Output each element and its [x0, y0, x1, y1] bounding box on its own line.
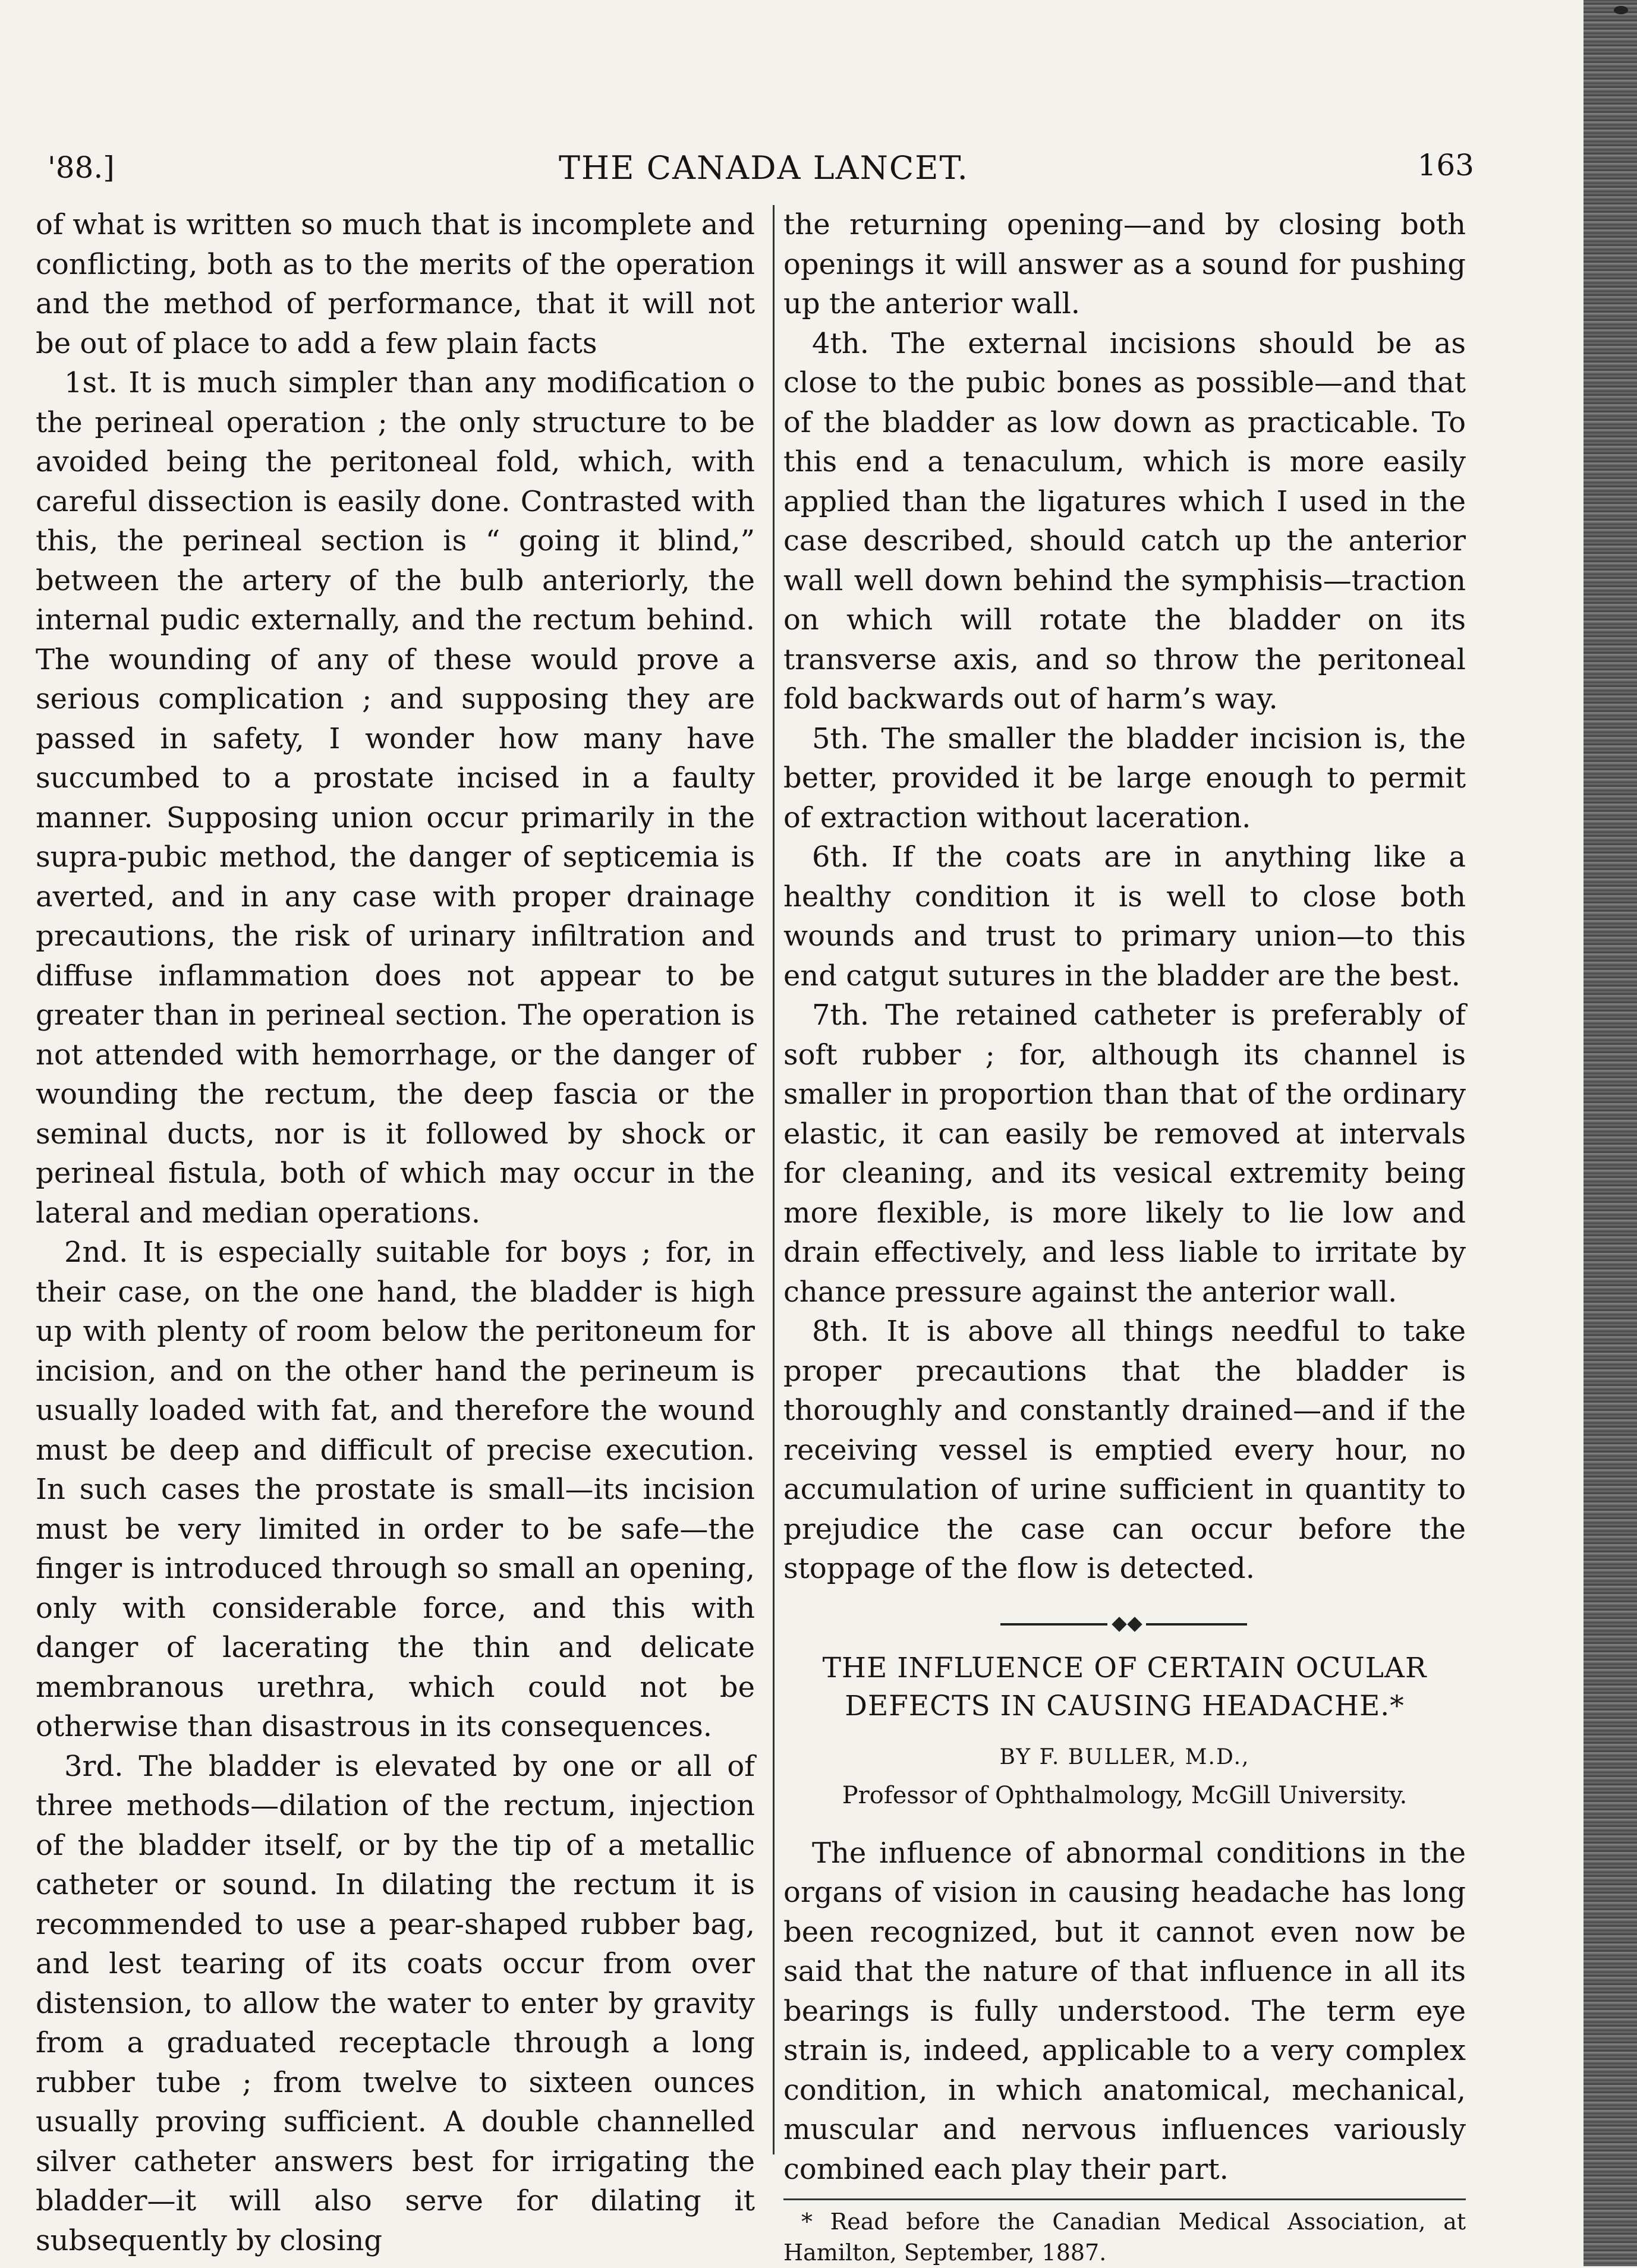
paragraph-third-point: 3rd. The bladder is elevated by one or all of three methods—dilation of the rectum, injection of the bladder itself, or by the tip of a metallic catheter or sound. In dilating the rectum it is recommended to use a pear-shaped rubber bag, and lest tearing of its coats occur from over distension, to allow the water to enter by gravity from a graduated receptacle through a long rubber tube ; from twelve to sixteen ounces usually proving sufficient. A double channelled silver catheter answers best for irrigating the bladder—it will also serve for dilating it subsequently by closing: [36, 1749, 755, 2257]
footnote-rule: [783, 2198, 1466, 2200]
paragraph-continuation: of what is written so much that is incomplete and conflicting, both as to the merits of the operation and the method of performance, that it will not be out of place to add a few plain facts: [36, 208, 755, 360]
article-title-line-2: DEFECTS IN CAUSING HEADACHE.*: [845, 1689, 1405, 1722]
article-body-paragraph: The influence of abnormal conditions in the organs of vision in causing headache has long been recognized, but it cannot even now be said that the nature of that influence in all its bearings is fully understood. The term eye strain is, indeed, applicable to a very complex condition, in which anatomical, mechanical, muscular and nervous influences variously combined each play their part.: [783, 1836, 1466, 2186]
binding-edge: [1584, 0, 1637, 2266]
paragraph-sixth-point: 6th. If the coats are in anything like a healthy condition it is well to close both wounds and trust to primary union—to this end catgut sutures in the bladder are the best.: [783, 840, 1466, 993]
author-affiliation: Professor of Ophthalmology, McGill University.: [842, 1781, 1408, 1809]
header-year: '88.]: [48, 150, 115, 185]
footnote: * Read before the Canadian Medical Association, at Hamilton, September, 1887.: [783, 2209, 1466, 2266]
left-column: [36, 205, 755, 2260]
article-title-line-1: THE INFLUENCE OF CERTAIN OCULAR: [822, 1651, 1427, 1684]
section-ornament: [783, 1603, 1466, 1645]
paragraph-first-point: 1st. It is much simpler than any modification o the perineal operation ; the only structure to be avoided being the peritoneal fold, which, with careful dissection is easily done. Contrasted with this, the perineal section is “ going it blind,” between the artery of the bulb anteriorly, the internal pudic externally, and the rectum behind. The wounding of any of these would prove a serious complication ; and supposing they are passed in safety, I wonder how many have succumbed to a prostate incised in a faulty manner. Supposing union occur primarily in the supra-pubic method, the danger of septicemia is averted, and in any case with proper drainage precautions, the risk of urinary infiltration and diffuse inflammation does not appear to be greater than in perineal section. The operation is not attended with hemorrhage, or the danger of wounding the rectum, the deep fascia or the seminal ducts, nor is it followed by shock or perineal fistula, both of which may occur in the lateral and median operations.: [36, 366, 755, 1230]
paragraph-second-point: 2nd. It is especially suitable for boys ; for, in their case, on the one hand, the bladder is high up with plenty of room below the peritoneum for incision, and on the other hand the perineum is usually loaded with fat, and therefore the wound must be deep and difficult of precise execution. In such cases the prostate is small—its incision must be very limited in order to be safe—the finger is introduced through so small an opening, only with considerable force, and this with danger of lacerating the thin and delicate membranous urethra, which could not be otherwise than disastrous in its consequences.: [36, 1236, 755, 1743]
paragraph-continued: the returning opening—and by closing both openings it will answer as a sound for pushing up the anterior wall.: [783, 208, 1466, 320]
article-byline: BY F. BULLER, M.D.,: [999, 1744, 1250, 1769]
paragraph-fifth-point: 5th. The smaller the bladder incision is, the better, provided it be large enough to permit of extraction without laceration.: [783, 722, 1466, 834]
column-divider: [773, 205, 775, 2154]
ink-speck: [1614, 6, 1628, 14]
paragraph-fourth-point: 4th. The external incisions should be as close to the pubic bones as possible—and that of the bladder as low down as practicable. To this end a tenaculum, which is more easily applied than the ligatures which I used in the case described, should catch up the anterior wall well down behind the symphisis—traction on which will rotate the bladder on its transverse axis, and so throw the peritoneal fold backwards out of harm’s way.: [783, 326, 1466, 716]
right-column: [783, 205, 1466, 2268]
running-header: [36, 146, 1474, 199]
article-title: [783, 1649, 1466, 1725]
page-number: 163: [1417, 148, 1474, 182]
journal-title: THE CANADA LANCET.: [559, 149, 969, 187]
paragraph-eighth-point: 8th. It is above all things needful to take proper precautions that the bladder is thoroughly and constantly drained—and if the receiving vessel is emptied every hour, no accumulation of urine sufficient in quantity to prejudice the case can occur before the stoppage of the flow is detected.: [783, 1315, 1466, 1585]
paragraph-seventh-point: 7th. The retained catheter is preferably of soft rubber ; for, although its channel is smaller in proportion than that of the ordinary elastic, it can easily be removed at intervals for cleaning, and its vesical extremity being more flexible, is more likely to lie low and drain effectively, and less liable to irritate by chance pressure against the anterior wall.: [783, 998, 1466, 1309]
